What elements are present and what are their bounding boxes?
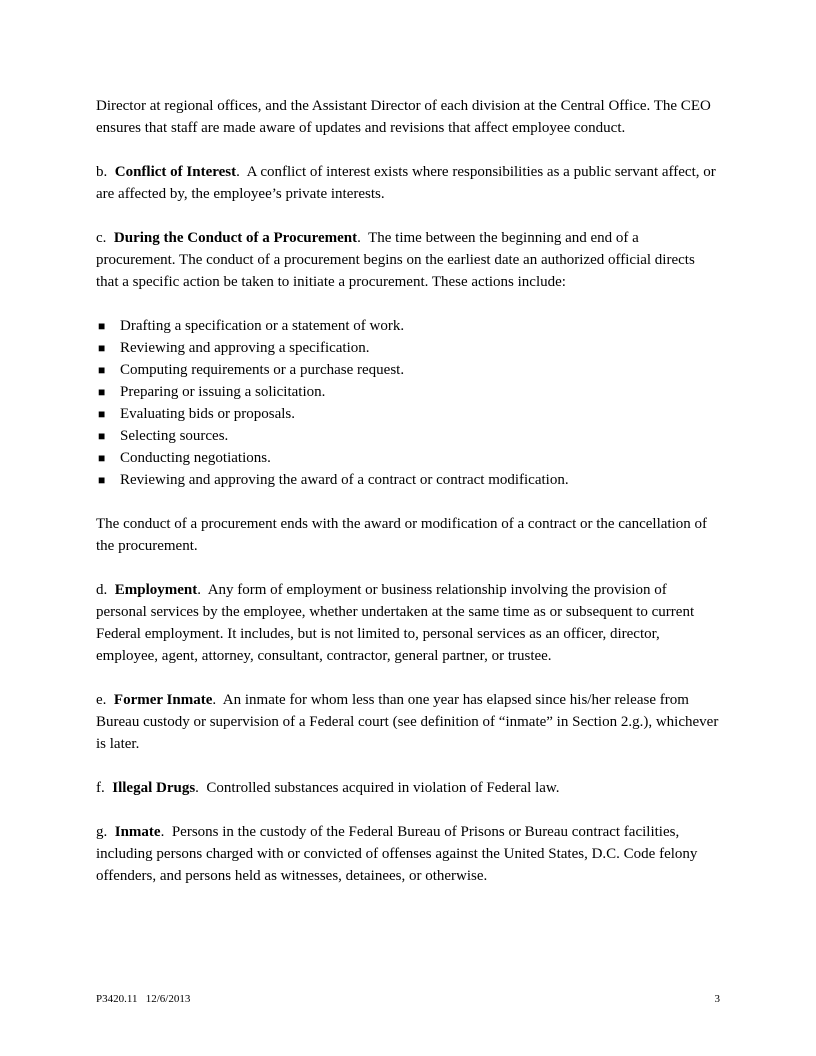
procurement-actions-list <box>96 315 720 491</box>
definition-term: Illegal Drugs <box>112 780 196 796</box>
definition-g: g. Inmate. Persons in the custody of the Federal Bureau of Prisons or Bureau contract facilities, including persons charged with or convicted of offenses against the United States, D.C. Code felony offenders, and persons held as witnesses, detainees, or otherwise. <box>96 824 698 884</box>
procurement-end-paragraph: The conduct of a procurement ends with the award or modification of a contract or the cancellation of the procurement. <box>96 516 708 554</box>
definition-letter: c. <box>96 230 107 246</box>
list-item: ■ Selecting sources. <box>96 425 720 447</box>
document-code: P3420.11 12/6/2013 <box>96 993 191 1005</box>
definition-e: e. Former Inmate. An inmate for whom less than one year has elapsed since his/her release from Bureau custody or supervision of a Federal court (see definition of “inmate” in Section 2.g.), whichever is later. <box>96 692 719 752</box>
list-item: ■ Computing requirements or a purchase request. <box>96 359 720 381</box>
definition-term: Employment <box>114 582 198 598</box>
definition-letter: f. <box>96 780 105 796</box>
definition-text: The time between the beginning and end of a procurement. The conduct of a procurement begins on the earliest date an authorized official directs that a specific action be taken to initiate a procurement. These actions include: <box>96 230 695 290</box>
list-item: ■ Reviewing and approving a specification. <box>96 337 720 359</box>
definition-text: A conflict of interest exists where responsibilities as a public servant affect, or are affected by, the employee’s private interests. <box>96 164 716 202</box>
definition-b: b. Conflict of Interest. A conflict of interest exists where responsibilities as a public servant affect, or are affected by, the employee’s private interests. <box>96 164 716 202</box>
list-item: ■ Reviewing and approving the award of a contract or contract modification. <box>96 469 720 491</box>
document-body <box>96 95 720 909</box>
bullet-icon: ■ <box>98 451 106 465</box>
bullet-icon: ■ <box>98 429 106 443</box>
list-item: ■ Conducting negotiations. <box>96 447 720 469</box>
list-item: ■ Drafting a specification or a statement of work. <box>96 315 720 337</box>
definition-letter: e. <box>96 692 107 708</box>
list-item: ■ Evaluating bids or proposals. <box>96 403 720 425</box>
definition-letter: g. <box>96 824 108 840</box>
definition-d: d. Employment. Any form of employment or business relationship involving the provision of personal services by the employee, whether undertaken at the same time as or subsequent to current Federal employment. It includes, but is not limited to, personal services as an officer, director, employee, agent, attorney, consultant, contractor, general partner, or trustee. <box>96 582 695 664</box>
definition-term: Former Inmate <box>113 692 213 708</box>
bullet-icon: ■ <box>98 341 106 355</box>
bullet-icon: ■ <box>98 385 106 399</box>
definition-term: During the Conduct of a Procurement <box>113 230 358 246</box>
definition-c: c. During the Conduct of a Procurement. The time between the beginning and end of a procurement. The conduct of a procurement begins on the earliest date an authorized official directs that a specific action be taken to initiate a procurement. These actions include: <box>96 230 695 290</box>
page-number: 3 <box>714 993 720 1005</box>
definition-text: An inmate for whom less than one year has elapsed since his/her release from Bureau custody or supervision of a Federal court (see definition of “inmate” in Section 2.g.), whichever is later. <box>96 692 719 752</box>
definition-text: Persons in the custody of the Federal Bureau of Prisons or Bureau contract facilities, including persons charged with or convicted of offenses against the United States, D.C. Code felony offenders, and persons held as witnesses, detainees, or otherwise. <box>96 824 698 884</box>
bullet-icon: ■ <box>98 363 106 377</box>
definition-letter: b. <box>96 164 108 180</box>
definition-term: Conflict of Interest <box>114 164 237 180</box>
definition-text: Any form of employment or business relationship involving the provision of personal services by the employee, whether undertaken at the same time as or subsequent to current Federal employment. It includes, but is not limited to, personal services as an officer, director, employee, agent, attorney, consultant, contractor, general partner, or trustee. <box>96 582 695 664</box>
intro-paragraph: Director at regional offices, and the Assistant Director of each division at the Central Office. The CEO ensures that staff are made aware of updates and revisions that affect employee conduct. <box>96 98 711 136</box>
definition-letter: d. <box>96 582 108 598</box>
definition-text: Controlled substances acquired in violation of Federal law. <box>206 780 560 796</box>
definition-f: f. Illegal Drugs. Controlled substances acquired in violation of Federal law. <box>96 780 560 796</box>
definition-term: Inmate <box>114 824 161 840</box>
list-item: ■ Preparing or issuing a solicitation. <box>96 381 720 403</box>
bullet-icon: ■ <box>98 407 106 421</box>
bullet-icon: ■ <box>98 473 106 487</box>
bullet-icon: ■ <box>98 319 106 333</box>
